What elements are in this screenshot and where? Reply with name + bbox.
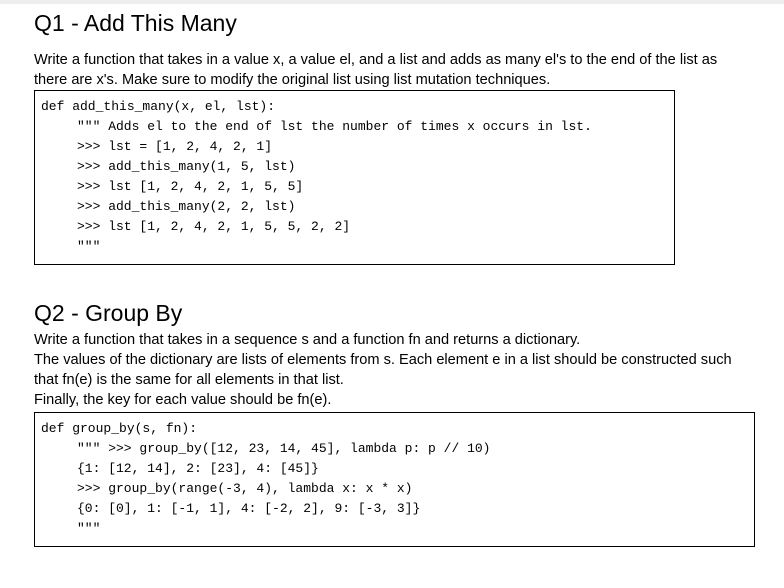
- q2-code-line-1: def group_by(s, fn):: [41, 421, 198, 436]
- q2-code-line-2: """ >>> group_by([12, 23, 14, 45], lambda p: p // 10): [77, 441, 491, 456]
- q2-code-line-4: >>> group_by(range(-3, 4), lambda x: x * x): [77, 481, 413, 496]
- q1-title: Q1 - Add This Many: [34, 10, 237, 36]
- q1-code-block: [34, 90, 675, 265]
- q1-code-line-1: def add_this_many(x, el, lst):: [41, 99, 276, 114]
- q1-code-line-8: """: [77, 239, 101, 254]
- q2-description-line-3: that fn(e) is the same for all elements in that list.: [34, 372, 344, 388]
- q1-code-line-6: >>> add_this_many(2, 2, lst): [77, 199, 296, 214]
- top-divider: [0, 0, 784, 4]
- q1-code-line-4: >>> add_this_many(1, 5, lst): [77, 159, 296, 174]
- q2-code-line-3: {1: [12, 14], 2: [23], 4: [45]}: [77, 461, 319, 476]
- q2-code-line-5: {0: [0], 1: [-1, 1], 4: [-2, 2], 9: [-3, 3]}: [77, 501, 421, 516]
- q1-description-line-1: Write a function that takes in a value x, a value el, and a list and adds as many el's to the end of the list as: [34, 52, 718, 68]
- q2-description: [34, 330, 750, 410]
- q2-description-line-1: Write a function that takes in a sequence s and a function fn and returns a dictionary.: [34, 332, 581, 348]
- q1-code-line-2: """ Adds el to the end of lst the number of times x occurs in lst.: [77, 119, 592, 134]
- q1-code-line-3: >>> lst = [1, 2, 4, 2, 1]: [77, 139, 273, 154]
- q1-code-line-5: >>> lst [1, 2, 4, 2, 1, 5, 5]: [77, 179, 304, 194]
- q2-title: Q2 - Group By: [34, 300, 183, 326]
- q2-description-line-4: Finally, the key for each value should be fn(e).: [34, 392, 332, 408]
- q1-description: [34, 50, 750, 90]
- q1-description-line-2: there are x's. Make sure to modify the original list using list mutation techniques.: [34, 72, 551, 88]
- q2-code-line-6: """: [77, 521, 101, 536]
- q2-description-line-2: The values of the dictionary are lists of elements from s. Each element e in a list should be constructed such: [34, 352, 732, 368]
- q1-code-line-7: >>> lst [1, 2, 4, 2, 1, 5, 5, 2, 2]: [77, 219, 351, 234]
- q2-code-block: [34, 412, 755, 547]
